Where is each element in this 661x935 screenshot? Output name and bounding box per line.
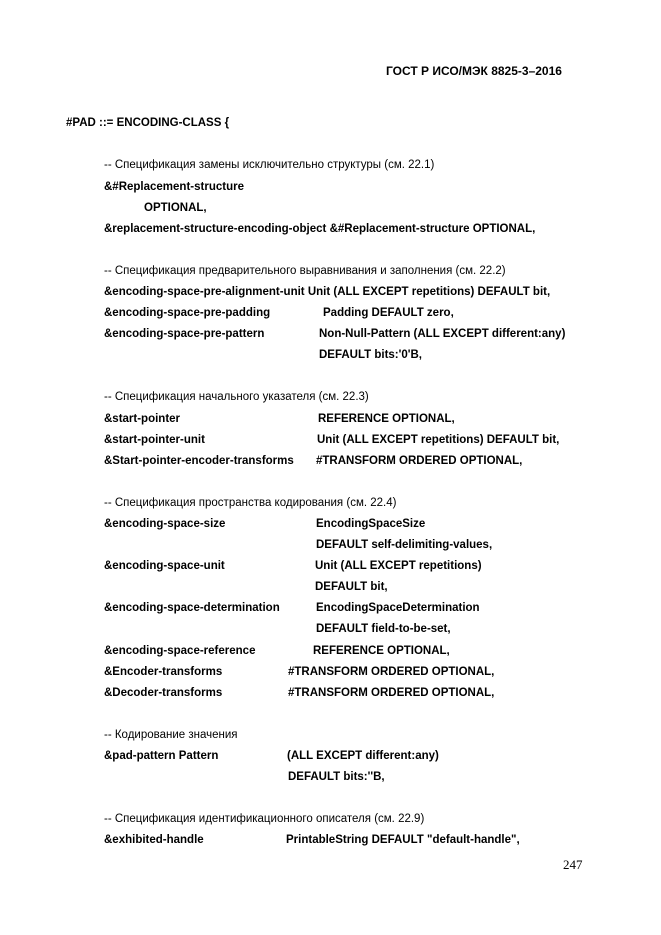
field-name: &pad-pattern Pattern [104, 750, 219, 762]
section-comment: -- Кодирование значения [104, 729, 238, 741]
field-type: EncodingSpaceDetermination [316, 602, 480, 614]
field-type: #TRANSFORM ORDERED OPTIONAL, [316, 455, 523, 467]
field-name: &start-pointer-unit [104, 434, 205, 446]
field-type: Unit (ALL EXCEPT repetitions) DEFAULT bit, [317, 434, 560, 446]
standard-designation: ГОСТ Р ИСО/МЭК 8825-3–2016 [386, 64, 562, 78]
field-type: PrintableString DEFAULT "default-handle", [286, 834, 520, 846]
field-type: #TRANSFORM ORDERED OPTIONAL, [288, 666, 495, 678]
field-name: &encoding-space-reference [104, 645, 256, 657]
field-default: DEFAULT bits:''B, [288, 771, 385, 783]
field-default: DEFAULT self-delimiting-values, [316, 539, 493, 551]
field-default: DEFAULT field-to-be-set, [316, 623, 451, 635]
field-type: Non-Null-Pattern (ALL EXCEPT different:any) [319, 328, 566, 340]
section-comment: -- Спецификация начального указателя (см. 22.3) [104, 391, 369, 403]
field-name: &Decoder-transforms [104, 687, 223, 699]
field-name: &Encoder-transforms [104, 666, 223, 678]
field-type: Unit (ALL EXCEPT repetitions) [315, 560, 482, 572]
field-type: REFERENCE OPTIONAL, [318, 413, 455, 425]
code-title: #PAD ::= ENCODING-CLASS { [66, 117, 230, 129]
section-comment: -- Спецификация предварительного выравнивания и заполнения (см. 22.2) [104, 265, 506, 277]
field-name: &exhibited-handle [104, 834, 204, 846]
code-line: &#Replacement-structure [104, 181, 244, 193]
page-number: 247 [563, 857, 583, 872]
field-type: EncodingSpaceSize [316, 518, 426, 530]
field-type: #TRANSFORM ORDERED OPTIONAL, [288, 687, 495, 699]
code-line: OPTIONAL, [144, 202, 207, 214]
field-name: &encoding-space-pre-padding [104, 307, 271, 319]
field-default: DEFAULT bits:'0'B, [319, 349, 423, 361]
section-comment: -- Спецификация пространства кодирования (см. 22.4) [104, 497, 397, 509]
field-name: &encoding-space-determination [104, 602, 280, 614]
section-comment: -- Спецификация замены исключительно структуры (см. 22.1) [104, 159, 435, 171]
field-name: &encoding-space-size [104, 518, 226, 530]
field-name: &start-pointer [104, 413, 181, 425]
section-comment: -- Спецификация идентификационного описателя (см. 22.9) [104, 813, 425, 825]
field-type: Padding DEFAULT zero, [323, 307, 454, 319]
field-type: (ALL EXCEPT different:any) [287, 750, 439, 762]
code-line: &encoding-space-pre-alignment-unit Unit (ALL EXCEPT repetitions) DEFAULT bit, [104, 286, 551, 298]
field-type: REFERENCE OPTIONAL, [313, 645, 450, 657]
code-line: &replacement-structure-encoding-object &#Replacement-structure OPTIONAL, [104, 223, 536, 235]
field-name: &Start-pointer-encoder-transforms [104, 455, 294, 467]
field-name: &encoding-space-unit [104, 560, 225, 572]
field-default: DEFAULT bit, [315, 581, 388, 593]
field-name: &encoding-space-pre-pattern [104, 328, 265, 340]
